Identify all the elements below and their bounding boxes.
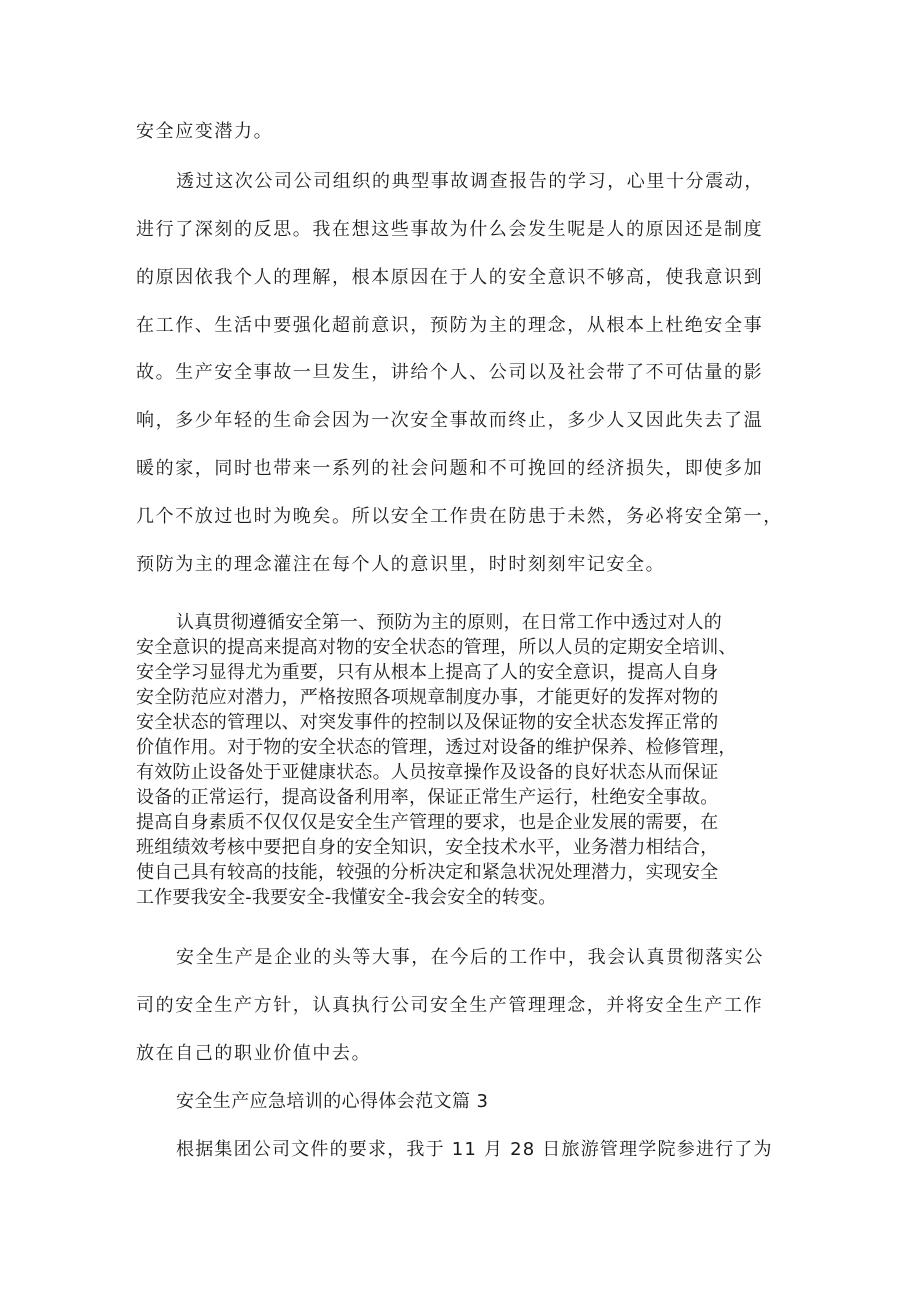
text-line: 司的安全生产方针，认真执行公司安全生产管理理念，并将安全生产工作	[136, 995, 764, 1016]
text-line: 使自己具有较高的技能，较强的分析决定和紧急状况处理潜力，实现安全	[136, 862, 719, 883]
text-line: 响，多少年轻的生命会因为一次安全事故而终止，多少人又因此失去了温	[136, 410, 764, 431]
text-line: 安全应变潜力。	[136, 121, 274, 142]
text-line: 几个不放过也时为晚矣。所以安全工作贵在防患于未然，务必将安全第一，	[136, 506, 783, 527]
text-line: 放在自己的职业价值中去。	[136, 1043, 372, 1064]
text-line: 安全意识的提高来提高对物的安全状态的管理，所以人员的定期安全培训、	[136, 637, 737, 658]
text-line: 安全学习显得尤为重要，只有从根本上提高了人的安全意识，提高人自身	[136, 662, 719, 683]
text-line: 的原因依我个人的理解，根本原因在于人的安全意识不够高，使我意识到	[136, 267, 764, 288]
text-line: 透过这次公司公司组织的典型事故调查报告的学习，心里十分震动，	[176, 171, 764, 192]
text-line: 工作要我安全-我要安全-我懂安全-我会安全的转变。	[136, 887, 557, 908]
text-line: 在工作、生活中要强化超前意识，预防为主的理念，从根本上杜绝安全事	[136, 315, 764, 336]
text-line: 安全防范应对潜力，严格按照各项规章制度办事，才能更好的发挥对物的	[136, 687, 719, 708]
text-line: 设备的正常运行，提高设备利用率，保证正常生产运行，杜绝安全事故。	[136, 787, 719, 808]
text-line: 进行了深刻的反思。我在想这些事故为什么会发生呢是人的原因还是制度	[136, 219, 764, 240]
text-line: 价值作用。对于物的安全状态的管理，透过对设备的维护保养、检修管理，	[136, 737, 737, 758]
text-line: 暖的家，同时也带来一系列的社会问题和不可挽回的经济损失，即使多加	[136, 458, 764, 479]
text-line: 班组绩效考核中要把自身的安全知识，安全技术水平，业务潜力相结合，	[136, 837, 719, 858]
text-line: 提高自身素质不仅仅仅是安全生产管理的要求，也是企业发展的需要，在	[136, 812, 719, 833]
text-line: 预防为主的理念灌注在每个人的意识里，时时刻刻牢记安全。	[136, 554, 666, 575]
text-line: 有效防止设备处于亚健康状态。人员按章操作及设备的良好状态从而保证	[136, 762, 719, 783]
section-heading: 安全生产应急培训的心得体会范文篇 3	[176, 1091, 489, 1112]
text-line: 认真贯彻遵循安全第一、预防为主的原则，在日常工作中透过对人的	[176, 612, 722, 633]
text-line: 安全生产是企业的头等大事，在今后的工作中，我会认真贯彻落实公	[176, 947, 764, 968]
text-line: 故。生产安全事故一旦发生，讲给个人、公司以及社会带了不可估量的影	[136, 362, 764, 383]
text-line: 根据集团公司文件的要求，我于 11 月 28 日旅游管理学院参进行了为	[176, 1139, 773, 1160]
text-line: 安全状态的管理以、对突发事件的控制以及保证物的安全状态发挥正常的	[136, 712, 719, 733]
